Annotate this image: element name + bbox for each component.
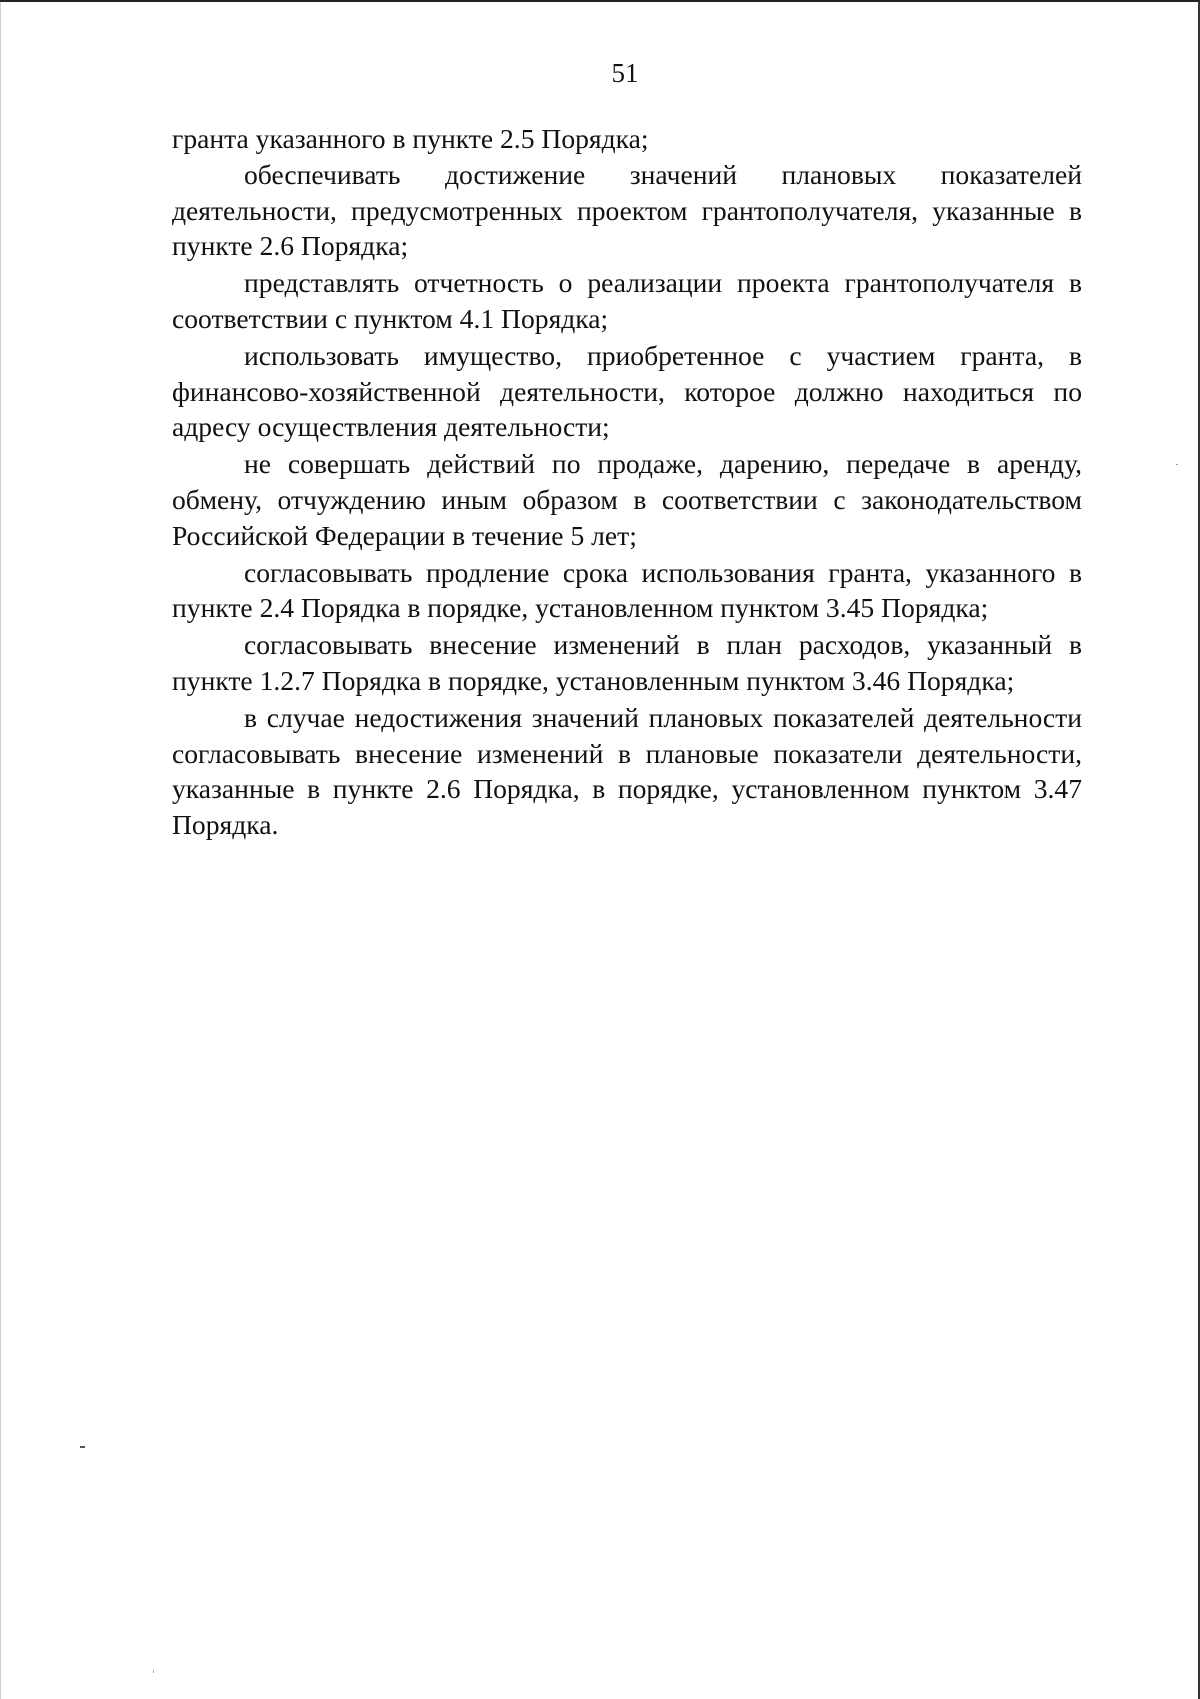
paragraph-obligation-indicator-changes: в случае недостижения значений плановых показателей деятельности согласовывать внесение изменений в плановые показатели деятельности, указанные в пункте 2.6 Порядка, в порядке, установленном пунктом 3.47 Порядка. bbox=[172, 701, 1082, 841]
page-number: 51 bbox=[611, 58, 639, 88]
paragraph-obligation-reporting: представлять отчетность о реализации проекта грантополучателя в соответствии с пунктом 4.1 Порядка; bbox=[172, 267, 1082, 334]
document-body bbox=[172, 121, 1082, 843]
paragraph-obligation-indicators: обеспечивать достижение значений плановых показателей деятельности, предусмотренных проектом грантополучателя, указанные в пункте 2.6 Порядка; bbox=[172, 158, 1082, 262]
paragraph-continuation: гранта указанного в пункте 2.5 Порядка; bbox=[172, 123, 649, 154]
paragraph-obligation-term-extension: согласовывать продление срока использования гранта, указанного в пункте 2.4 Порядка в порядке, установленном пунктом 3.45 Порядка; bbox=[172, 556, 1082, 624]
paragraph-obligation-property-use: использовать имущество, приобретенное с участием гранта, в финансово-хозяйственной деятельности, которое должно находиться по адресу осуществления деятельности; bbox=[172, 339, 1082, 443]
scan-speck bbox=[1176, 464, 1178, 465]
paragraph-obligation-no-alienation: не совершать действий по продаже, дарению, передаче в аренду, обмену, отчуждению иным образом в соответствии с законодательством Российской Федерации в течение 5 лет; bbox=[172, 448, 1082, 551]
scan-speck bbox=[80, 1446, 85, 1448]
paragraph-obligation-expense-plan: согласовывать внесение изменений в план расходов, указанный в пункте 1.2.7 Порядка в порядке, установленным пунктом 3.46 Порядка; bbox=[172, 629, 1082, 696]
scan-speck bbox=[153, 1670, 154, 1673]
scan-edge bbox=[0, 2, 1, 1699]
